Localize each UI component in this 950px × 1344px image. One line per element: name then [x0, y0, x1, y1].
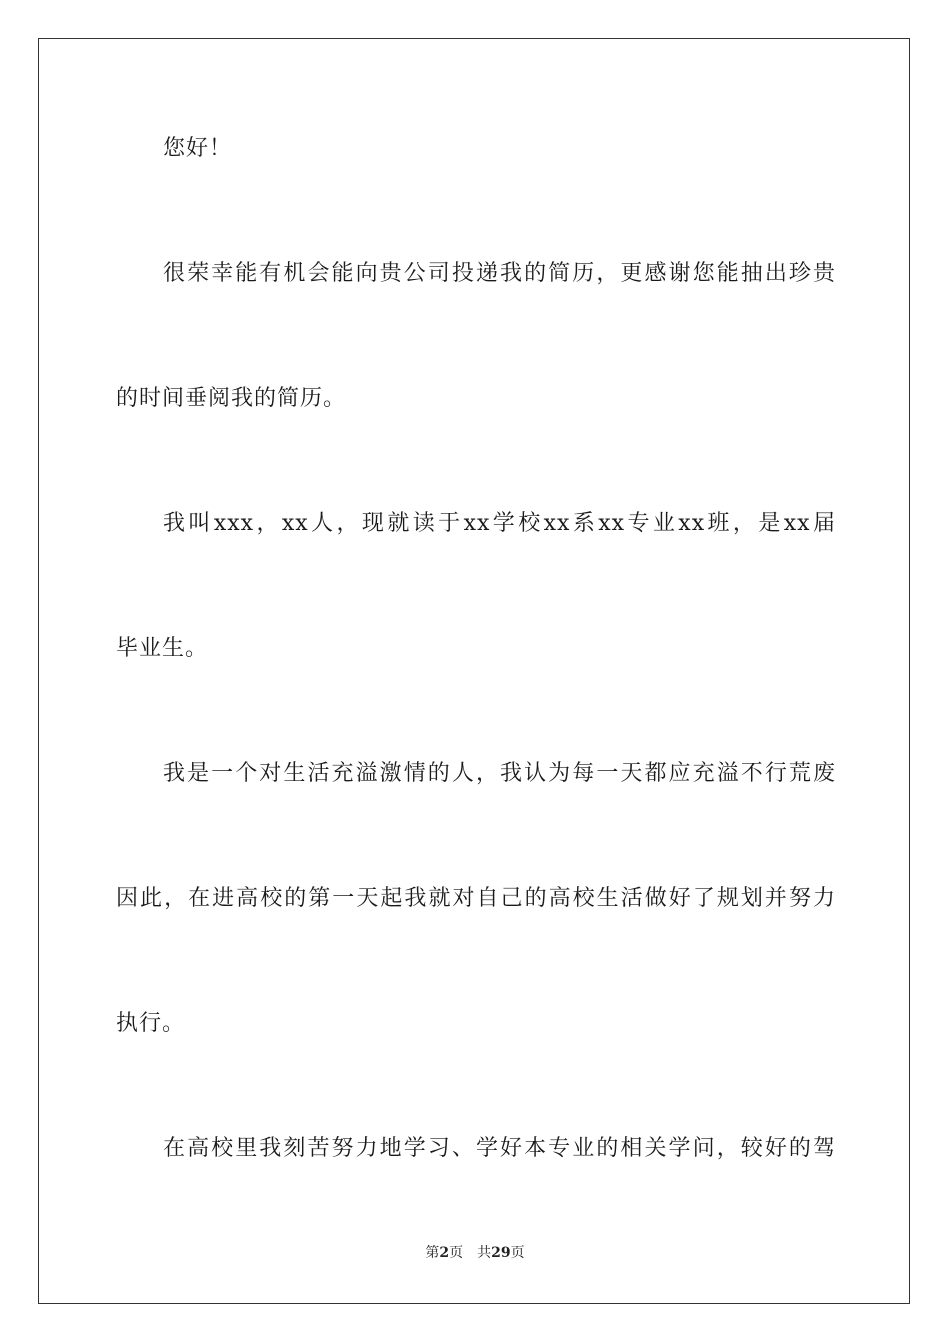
paragraph-1-line-2: 的时间垂阅我的简历。: [116, 386, 347, 411]
paragraph-3-line-1: 我是一个对生活充溢激情的人，我认为每一天都应充溢不行荒废: [163, 761, 836, 786]
paragraph-4-line-1: 在高校里我刻苦努力地学习、学好本专业的相关学问，较好的驾: [163, 1136, 836, 1161]
total-prefix: 共: [477, 1245, 492, 1261]
paragraph-2-line-1: 我叫xxx，xx人，现就读于xx学校xx系xx专业xx班，是xx届: [163, 511, 836, 536]
total-pages: 29: [491, 1245, 511, 1261]
greeting-line: 您好！: [163, 136, 233, 161]
paragraph-2-line-2: 毕业生。: [116, 636, 209, 661]
paragraph-1-line-1: 很荣幸能有机会能向贵公司投递我的简历，更感谢您能抽出珍贵: [163, 261, 836, 286]
total-suffix: 页: [510, 1245, 525, 1261]
page-border: [38, 38, 910, 1304]
page-footer: [0, 1244, 950, 1262]
page-number: 2: [439, 1245, 450, 1261]
paragraph-3-line-3: 执行。: [116, 1011, 186, 1036]
page-prefix: 第: [425, 1245, 440, 1261]
paragraph-3-line-2: 因此，在进高校的第一天起我就对自己的高校生活做好了规划并努力: [116, 886, 836, 911]
page-suffix: 页: [449, 1245, 464, 1261]
